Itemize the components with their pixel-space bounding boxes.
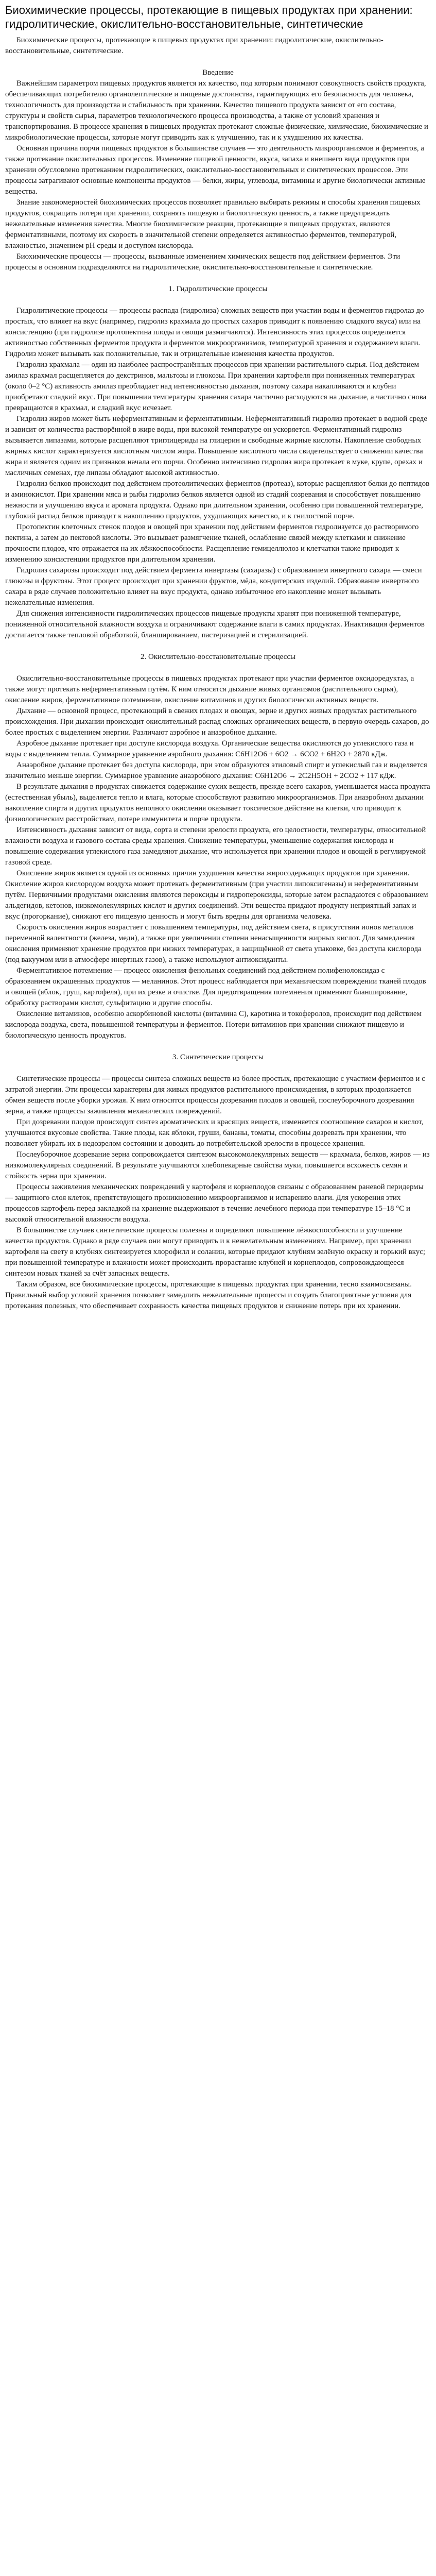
intro-paragraph: Знание закономерностей биохимических процессов позволяет правильно выбирать режимы и способы хранения пищевых продуктов, сокращать потери при хранении, сохранять пищевую и биологическую ценность, а также предупреждать нежелательные изменения качества. Многие биохимические реакции, протекающие в пищевых продуктах, являются ферментативными, поэтому их скорость в значительной степени определяется активностью ферментов, температурой, влажностью, значением pH среды и доступом кислорода. (5, 198, 421, 250)
document-title: Биохимические процессы, протекающие в пищевых продуктах при хранении: гидролитические, окислительно-восстановительные, синтетические (5, 4, 413, 30)
section-paragraph: Гидролитические процессы — процессы распада (гидролиза) сложных веществ при участии воды и ферментов гидролаз до простых, что влияет на вкус (например, гидролиз крахмала до простых сахаров приводит к появлению сладкого вкуса) или на консистенцию (при гидролизе протопектина плоды и овощи размягчаются). Интенсивность этих процессов определяется активностью собственных ферментов продукта и ферментов микроорганизмов, температурой хранения и содержанием влаги. Гидролиз может вызывать как положительные, так и отрицательные изменения качества продуктов. (5, 307, 424, 358)
section-paragraph: Таким образом, все биохимические процессы, протекающие в пищевых продуктах при хранении, тесно взаимосвязаны. Правильный выбор условий хранения позволяет замедлить нежелательные процессы и создать благоприятные условия для протекания полезных, что обеспечивает сохранность качества пищевых продуктов и снижение потерь при их хранении. (5, 1280, 412, 1310)
section-paragraph: Скорость окисления жиров возрастает с повышением температуры, под действием света, в присутствии ионов металлов переменной валентности (железа, меди), а также при увеличении степени ненасыщенности жирных кислот. Для замедления окисления применяют хранение продуктов при низких температурах, в защищённой от света упаковке, без доступа кислорода (под вакуумом или в атмосфере инертных газов), а также используют антиоксиданты. (5, 923, 422, 964)
section-paragraph: Дыхание — основной процесс, протекающий в свежих плодах и овощах, зерне и других живых продуктах растительного происхождения. При дыхании происходит окислительный распад сложных органических веществ, в первую очередь сахаров, до более простых с выделением энергии. Различают аэробное и анаэробное дыхание. (5, 707, 429, 737)
section-paragraph: Ферментативное потемнение — процесс окисления фенольных соединений под действием полифенолоксидаз с образованием окрашенных продуктов — меланинов. Этот процесс наблюдается при механическом повреждении тканей плодов и овощей (яблок, груш, картофеля), при их резке и очистке. Для предотвращения потемнения применяют бланширование, обработку растворами кислот, сульфитацию и другие способы. (5, 967, 426, 1007)
section-paragraph: Послеуборочное дозревание зерна сопровождается синтезом высокомолекулярных веществ — крахмала, белков, жиров — из низкомолекулярных соединений. В результате улучшаются хлебопекарные свойства муки, повышается всхожесть семян и стойкость зерна при хранении. (5, 1150, 430, 1180)
spacer (5, 57, 431, 67)
intro-paragraph: Основная причина порчи пищевых продуктов в большинстве случаев — это деятельность микроорганизмов и ферментов, а также протекание окислительных процессов. Изменение пищевой ценности, вкуса, запаха и внешнего вида продуктов при хранении обусловлено протеканием гидролитических, окислительно-восстановительных и синтетических процессов. Эти процессы затрагивают основные компоненты продуктов — белки, жиры, углеводы, витамины и другие биологически активные вещества. (5, 144, 426, 196)
section-paragraph: Гидролиз белков происходит под действием протеолитических ферментов (протеаз), которые расщепляют белки до пептидов и аминокислот. При хранении мяса и рыбы гидролиз белков является одной из стадий созревания и способствует повышению нежности и улучшению вкуса и аромата продукта. Однако при длительном хранении, особенно при повышенной температуре, глубокий распад белков приводит к накоплению продуктов, ухудшающих качество, и к гнилостной порче. (5, 480, 430, 520)
section-paragraph: Для снижения интенсивности гидролитических процессов пищевые продукты хранят при пониженной температуре, пониженной относительной влажности воздуха и ограничивают содержание влаги в самих продуктах. Инактивация ферментов достигается также тепловой обработкой, бланшированием, пастеризацией и стерилизацией. (5, 609, 425, 639)
section-paragraph: Гидролиз жиров может быть неферментативным и ферментативным. Неферментативный гидролиз протекает в водной среде и зависит от количества растворённой в жире воды, при высокой температуре он ускоряется. Ферментативный гидролиз вызывается липазами, которые расщепляют триглицериды на глицерин и свободные жирные кислоты. Накопление свободных жирных кислот характеризуется кислотным числом жира. Повышение кислотного числа свидетельствует о снижении качества жира и является одним из признаков начала его порчи. Особенно интенсивно гидролиз жира протекает в муке, крупе, орехах и масличных семенах, где липазы обладают высокой активностью. (5, 415, 427, 477)
section-paragraph: Гидролиз сахарозы происходит под действием фермента инвертазы (сахаразы) с образованием инвертного сахара — смеси глюкозы и фруктозы. Этот процесс происходит при хранении фруктов, мёда, кондитерских изделий. Образование инвертного сахара в ряде случаев положительно влияет на вкус продукта, однако избыточное его накопление может вызывать нежелательные изменения. (5, 566, 422, 607)
section-paragraph: В результате дыхания в продуктах снижается содержание сухих веществ, прежде всего сахаров, уменьшается масса продукта (естественная убыль), выделяется тепло и влага, которые способствуют развитию микроорганизмов. При анаэробном дыхании накопление спирта и других продуктов неполного окисления оказывает токсическое действие на клетки, что приводит к физиологическим расстройствам, потере иммунитета и порче продукта. (5, 783, 430, 823)
sections-container (5, 273, 431, 1312)
spacer (5, 641, 431, 652)
section-paragraph: Гидролиз крахмала — один из наиболее распространённых процессов при хранении растительного сырья. Под действием амилаз крахмал расщепляется до декстринов, мальтозы и глюкозы. При хранении картофеля при пониженных температурах (около 0–2 °С) активность амилаз преобладает над интенсивностью дыхания, поэтому сахара накапливаются и клубни приобретают сладкий вкус. При повышении температуры хранения сахара частично расходуются на дыхание, а частично снова превращаются в крахмал, и сладкий вкус исчезает. (5, 361, 427, 412)
spacer (5, 1063, 431, 1074)
section-paragraph: Аэробное дыхание протекает при доступе кислорода воздуха. Органические вещества окисляются до углекислого газа и воды с выделением тепла. Суммарное уравнение аэробного дыхания: C6H12O6 + 6O2 → 6CO2 + 6H2O + 2870 кДж. (5, 739, 414, 758)
section-paragraph: Протопектин клеточных стенок плодов и овощей при хранении под действием ферментов гидролизуется до растворимого пектина, а затем до пектовой кислоты. Это вызывает размягчение тканей, ослабление связей между клетками и снижение прочности плодов, что отражается на их лёжкоспособности. Расщепление гемицеллюлоз и клетчатки также приводит к изменению консистенции продуктов при длительном хранении. (5, 523, 419, 564)
intro-body (5, 78, 431, 273)
spacer (5, 295, 431, 306)
section-paragraph: Процессы заживления механических повреждений у картофеля и корнеплодов связаны с образованием раневой перидермы — защитного слоя клеток, препятствующего проникновению микроорганизмов и испарению влаги. Для ускорения этих процессов картофель перед закладкой на хранение выдерживают в течение лечебного периода при температуре 15–18 °С и высокой относительной влажности воздуха. (5, 1183, 424, 1224)
section-paragraph: Окисление витаминов, особенно аскорбиновой кислоты (витамина C), каротина и токоферолов, происходит под действием кислорода воздуха, света, повышенной температуры и ферментов. Потери витаминов при хранении снижают пищевую и биологическую ценность продуктов. (5, 1010, 422, 1040)
section-paragraph: Анаэробное дыхание протекает без доступа кислорода, при этом образуются этиловый спирт и углекислый газ и выделяется значительно меньше энергии. Суммарное уравнение анаэробного дыхания: C6H12O6 → 2C2H5OH + 2CO2 + 117 кДж. (5, 761, 427, 780)
section-paragraph: Интенсивность дыхания зависит от вида, сорта и степени зрелости продукта, его целостности, температуры, относительной влажности воздуха и газового состава среды хранения. Снижение температуры, уменьшение содержания кислорода и повышение содержания углекислого газа замедляют дыхание, что используется при хранении плодов и овощей в регулируемой газовой среде. (5, 826, 426, 867)
spacer (5, 663, 431, 673)
section-heading: 3. Синтетические процессы (172, 1053, 264, 1061)
section-paragraph: Синтетические процессы — процессы синтеза сложных веществ из более простых, протекающие с участием ферментов и с затратой энергии. Эти процессы характерны для живых продуктов растительного происхождения, в которых продолжается обмен веществ после уборки урожая. К ним относятся процессы дозревания плодов и овощей, послеуборочного дозревания зерна, а также процессы заживления механических повреждений. (5, 1075, 425, 1115)
intro-paragraph: Биохимические процессы — процессы, вызванные изменением химических веществ под действием ферментов. Эти процессы в основном подразделяются на гидролитические, окислительно-восстановительные и синтетические. (5, 252, 400, 272)
section-paragraph: Окислительно-восстановительные процессы в пищевых продуктах протекают при участии ферментов оксидоредуктаз, а также могут протекать неферментативным путём. К ним относятся дыхание живых организмов (растительного сырья), окисление жиров, ферментативное потемнение, окисление витаминов и других биологически активных веществ. (5, 674, 414, 704)
section-heading: 1. Гидролитические процессы (168, 285, 268, 293)
intro-paragraph: Важнейшим параметром пищевых продуктов является их качество, под которым понимают совокупность свойств продукта, обеспечивающих потребителю органолептические и пищевые достоинства, гарантирующих его безопасность для человека, технологичность для производства и стабильность при хранении. Качество пищевого продукта зависит от его состава, структуры и свойств сырья, параметров технологического процесса производства, а также от условий хранения и транспортирования. В процессе хранения в пищевых продуктах протекают сложные физические, химические, биохимические и микробиологические процессы, которые могут приводить как к улучшению, так и к ухудшению их качества. (5, 79, 428, 142)
intro-heading: Введение (202, 69, 234, 77)
section-paragraph: В большинстве случаев синтетические процессы полезны и определяют повышение лёжкоспособности и улучшение качества продуктов. Однако в ряде случаев они могут приводить и к нежелательным изменениям. Например, при хранении картофеля на свету в клубнях синтезируется хлорофилл и соланин, которые придают клубням зелёную окраску и горький вкус; при повышенной температуре и влажности может происходить прорастание клубней и корнеплодов, сопровождающееся синтезом новых тканей за счёт запасных веществ. (5, 1226, 426, 1278)
document-subtitle: Биохимические процессы, протекающие в пищевых продуктах при хранении: гидролитические, окислительно-восстановительные, синтетические. (5, 36, 383, 55)
spacer (5, 1041, 431, 1052)
section-heading: 2. Окислительно-восстановительные процессы (140, 653, 296, 661)
section-paragraph: Окисление жиров является одной из основных причин ухудшения качества жиросодержащих продуктов при хранении. Окисление жиров кислородом воздуха может протекать ферментативным (при участии липоксигеназы) и неферментативным путём. Первичными продуктами окисления являются пероксиды и гидропероксиды, которые затем распадаются с образованием альдегидов, кетонов, низкомолекулярных кислот и других соединений. Эти вещества придают продукту неприятный запах и вкус (прогоркание), снижают его пищевую ценность и могут быть вредны для организма человека. (5, 869, 428, 921)
section-paragraph: При дозревании плодов происходит синтез ароматических и красящих веществ, изменяется соотношение сахаров и кислот, улучшаются вкусовые свойства. Такие плоды, как яблоки, груши, бананы, томаты, способны дозревать при хранении, что позволяет убирать их в недозрелом состоянии и доводить до потребительской зрелости в процессе хранения. (5, 1118, 424, 1148)
spacer (5, 273, 431, 284)
